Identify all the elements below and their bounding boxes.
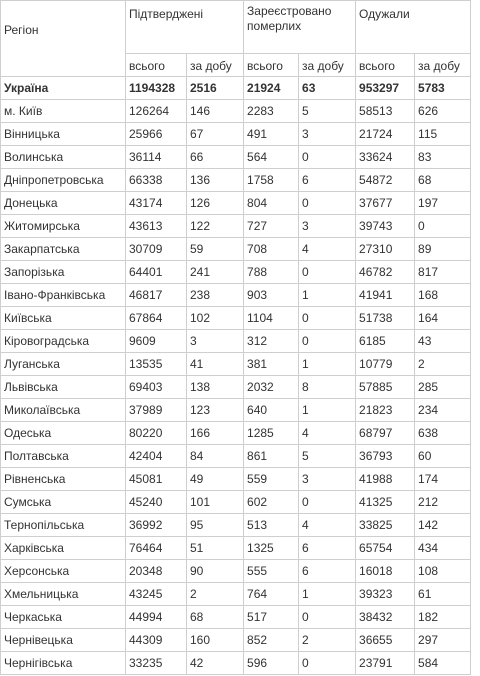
region-cell: Дніпропетровська: [1, 169, 126, 192]
confirmed-total-cell: 25966: [126, 123, 187, 146]
deaths-day-cell: 3: [299, 215, 356, 238]
recovered-day-cell: 182: [415, 606, 471, 629]
recovered-total-cell: 41988: [356, 468, 415, 491]
table-row: [1, 376, 471, 399]
region-cell: Закарпатська: [1, 238, 126, 261]
deaths-day-cell: 8: [299, 376, 356, 399]
recovered-day-cell: 108: [415, 560, 471, 583]
recovered-total-cell: 10779: [356, 353, 415, 376]
table-row: [1, 100, 471, 123]
region-cell: Хмельницька: [1, 583, 126, 606]
deaths-total-cell: 596: [244, 652, 299, 675]
table-row: [1, 192, 471, 215]
confirmed-total-cell: 37989: [126, 399, 187, 422]
deaths-day-cell: 0: [299, 192, 356, 215]
deaths-total-cell: 21924: [244, 77, 299, 100]
deaths-total-cell: 517: [244, 606, 299, 629]
confirmed-total-cell: 64401: [126, 261, 187, 284]
confirmed-total-cell: 46817: [126, 284, 187, 307]
recovered-total-cell: 51738: [356, 307, 415, 330]
deaths-total-cell: 2032: [244, 376, 299, 399]
deaths-day-cell: 0: [299, 146, 356, 169]
deaths-day-cell: 0: [299, 307, 356, 330]
table-row: [1, 629, 471, 652]
deaths-day-cell: 5: [299, 445, 356, 468]
region-cell: Сумська: [1, 491, 126, 514]
confirmed-total-cell: 43174: [126, 192, 187, 215]
recovered-total-cell: 21823: [356, 399, 415, 422]
confirmed-day-cell: 122: [187, 215, 244, 238]
region-cell: Одеська: [1, 422, 126, 445]
recovered-total-cell: 36655: [356, 629, 415, 652]
confirmed-day-cell: 67: [187, 123, 244, 146]
recovered-day-cell: 168: [415, 284, 471, 307]
table-row: [1, 307, 471, 330]
deaths-total-cell: 708: [244, 238, 299, 261]
table-row: [1, 445, 471, 468]
deaths-header: Зареєстровано померлих: [244, 1, 356, 54]
confirmed-day-cell: 42: [187, 652, 244, 675]
confirmed-total-cell: 44994: [126, 606, 187, 629]
table-row: [1, 146, 471, 169]
recovered-day-cell: 285: [415, 376, 471, 399]
table-row: [1, 215, 471, 238]
recovered-day-cell: 2: [415, 353, 471, 376]
deaths-total-cell: 861: [244, 445, 299, 468]
confirmed-total-cell: 9609: [126, 330, 187, 353]
region-header: Регіон: [1, 1, 126, 77]
confirmed-total-cell: 76464: [126, 537, 187, 560]
recovered-total-cell: 27310: [356, 238, 415, 261]
table-row: [1, 468, 471, 491]
confirmed-total-cell: 43613: [126, 215, 187, 238]
region-cell: Полтавська: [1, 445, 126, 468]
region-cell: Вінницька: [1, 123, 126, 146]
recovered-total-cell: 39743: [356, 215, 415, 238]
deaths-day-cell: 4: [299, 514, 356, 537]
recovered-day-cell: 61: [415, 583, 471, 606]
confirmed-day-cell: 136: [187, 169, 244, 192]
recovered-total-cell: 38432: [356, 606, 415, 629]
deaths-day-cell: 1: [299, 353, 356, 376]
confirmed-day-cell: 123: [187, 399, 244, 422]
deaths-total-cell: 559: [244, 468, 299, 491]
total-row: [1, 77, 471, 100]
recovered-total-cell: 6185: [356, 330, 415, 353]
confirmed-total-cell: 20348: [126, 560, 187, 583]
confirmed-day-cell: 41: [187, 353, 244, 376]
recovered-total-cell: 57885: [356, 376, 415, 399]
recovered-day-cell: 297: [415, 629, 471, 652]
deaths-total-cell: 1758: [244, 169, 299, 192]
region-cell: Рівненська: [1, 468, 126, 491]
table-row: [1, 399, 471, 422]
recovered-day-cell: 115: [415, 123, 471, 146]
deaths-total-cell: 1285: [244, 422, 299, 445]
recovered-total-cell: 65754: [356, 537, 415, 560]
recovered-day-cell: 638: [415, 422, 471, 445]
recovered-total-cell: 54872: [356, 169, 415, 192]
confirmed-total-cell: 67864: [126, 307, 187, 330]
confirmed-day-cell: 2: [187, 583, 244, 606]
recovered-day-cell: 584: [415, 652, 471, 675]
recovered-day-cell: 43: [415, 330, 471, 353]
table-row: [1, 330, 471, 353]
confirmed-day-cell: 90: [187, 560, 244, 583]
deaths-day-cell: 2: [299, 629, 356, 652]
deaths-day-cell: 6: [299, 537, 356, 560]
confirmed-day-cell: 66: [187, 146, 244, 169]
confirmed-total-cell: 80220: [126, 422, 187, 445]
table-row: [1, 537, 471, 560]
deaths-total-cell: 852: [244, 629, 299, 652]
recovered-total-cell: 41941: [356, 284, 415, 307]
region-cell: Херсонська: [1, 560, 126, 583]
recovered-day-cell: 212: [415, 491, 471, 514]
deaths-total-cell: 564: [244, 146, 299, 169]
recovered-day-cell: 83: [415, 146, 471, 169]
recovered-day-cell: 142: [415, 514, 471, 537]
confirmed-day-cell: 138: [187, 376, 244, 399]
confirmed-day-cell: 84: [187, 445, 244, 468]
recovered-day-cell: 197: [415, 192, 471, 215]
deaths-day-cell: 5: [299, 100, 356, 123]
confirmed-day-cell: 160: [187, 629, 244, 652]
region-cell: Івано-Франківська: [1, 284, 126, 307]
confirmed-total-cell: 45081: [126, 468, 187, 491]
region-cell: Донецька: [1, 192, 126, 215]
region-cell: Чернівецька: [1, 629, 126, 652]
table-row: [1, 353, 471, 376]
region-cell: Житомирська: [1, 215, 126, 238]
confirmed-day-cell: 49: [187, 468, 244, 491]
deaths-day-cell: 3: [299, 123, 356, 146]
deaths-day-cell: 0: [299, 606, 356, 629]
recovered-day-header: за добу: [415, 54, 471, 77]
confirmed-total-cell: 66338: [126, 169, 187, 192]
confirmed-day-cell: 146: [187, 100, 244, 123]
table-row: [1, 261, 471, 284]
deaths-total-cell: 381: [244, 353, 299, 376]
deaths-total-cell: 513: [244, 514, 299, 537]
recovered-day-cell: 5783: [415, 77, 471, 100]
deaths-day-cell: 0: [299, 652, 356, 675]
confirmed-day-cell: 101: [187, 491, 244, 514]
recovered-total-cell: 41325: [356, 491, 415, 514]
table-row: [1, 123, 471, 146]
table-row: [1, 583, 471, 606]
confirmed-day-cell: 68: [187, 606, 244, 629]
confirmed-total-cell: 42404: [126, 445, 187, 468]
recovered-total-cell: 36793: [356, 445, 415, 468]
confirmed-total-cell: 36992: [126, 514, 187, 537]
region-cell: Луганська: [1, 353, 126, 376]
recovered-total-cell: 16018: [356, 560, 415, 583]
recovered-total-cell: 953297: [356, 77, 415, 100]
deaths-total-cell: 602: [244, 491, 299, 514]
deaths-day-header: за добу: [299, 54, 356, 77]
deaths-total-cell: 903: [244, 284, 299, 307]
confirmed-day-cell: 95: [187, 514, 244, 537]
deaths-total-cell: 727: [244, 215, 299, 238]
deaths-total-cell: 491: [244, 123, 299, 146]
deaths-total-cell: 555: [244, 560, 299, 583]
recovered-day-cell: 434: [415, 537, 471, 560]
region-cell: Україна: [1, 77, 126, 100]
deaths-total-header: всього: [244, 54, 299, 77]
deaths-day-cell: 4: [299, 238, 356, 261]
recovered-total-cell: 23791: [356, 652, 415, 675]
deaths-total-cell: 804: [244, 192, 299, 215]
region-cell: Черкаська: [1, 606, 126, 629]
confirmed-total-cell: 69403: [126, 376, 187, 399]
recovered-day-cell: 60: [415, 445, 471, 468]
recovered-total-cell: 58513: [356, 100, 415, 123]
confirmed-day-cell: 166: [187, 422, 244, 445]
confirmed-total-cell: 33235: [126, 652, 187, 675]
confirmed-day-cell: 238: [187, 284, 244, 307]
recovered-total-cell: 68797: [356, 422, 415, 445]
deaths-day-cell: 0: [299, 330, 356, 353]
deaths-total-cell: 640: [244, 399, 299, 422]
recovered-day-cell: 0: [415, 215, 471, 238]
confirmed-day-cell: 2516: [187, 77, 244, 100]
table-row: [1, 560, 471, 583]
table-row: [1, 284, 471, 307]
recovered-total-cell: 39323: [356, 583, 415, 606]
region-cell: Київська: [1, 307, 126, 330]
header-row: [1, 1, 471, 54]
confirmed-day-cell: 241: [187, 261, 244, 284]
region-cell: м. Київ: [1, 100, 126, 123]
region-cell: Тернопільська: [1, 514, 126, 537]
deaths-day-cell: 6: [299, 560, 356, 583]
recovered-total-cell: 37677: [356, 192, 415, 215]
confirmed-total-cell: 13535: [126, 353, 187, 376]
deaths-total-cell: 788: [244, 261, 299, 284]
region-cell: Чернігівська: [1, 652, 126, 675]
deaths-total-cell: 312: [244, 330, 299, 353]
confirmed-total-cell: 45240: [126, 491, 187, 514]
deaths-total-cell: 1325: [244, 537, 299, 560]
table-row: [1, 514, 471, 537]
confirmed-header: Підтверджені: [126, 1, 244, 54]
deaths-total-cell: 2283: [244, 100, 299, 123]
deaths-total-cell: 764: [244, 583, 299, 606]
confirmed-total-header: всього: [126, 54, 187, 77]
recovered-day-cell: 626: [415, 100, 471, 123]
confirmed-total-cell: 43245: [126, 583, 187, 606]
confirmed-total-cell: 126264: [126, 100, 187, 123]
recovered-day-cell: 174: [415, 468, 471, 491]
confirmed-total-cell: 1194328: [126, 77, 187, 100]
deaths-day-cell: 63: [299, 77, 356, 100]
recovered-total-cell: 46782: [356, 261, 415, 284]
region-cell: Миколаївська: [1, 399, 126, 422]
deaths-day-cell: 1: [299, 284, 356, 307]
table-row: [1, 422, 471, 445]
region-cell: Кіровоградська: [1, 330, 126, 353]
confirmed-day-cell: 3: [187, 330, 244, 353]
deaths-day-cell: 3: [299, 468, 356, 491]
deaths-day-cell: 4: [299, 422, 356, 445]
confirmed-day-cell: 102: [187, 307, 244, 330]
confirmed-total-cell: 44309: [126, 629, 187, 652]
deaths-day-cell: 0: [299, 491, 356, 514]
deaths-day-cell: 1: [299, 399, 356, 422]
confirmed-total-cell: 30709: [126, 238, 187, 261]
table-row: [1, 652, 471, 675]
recovered-total-cell: 33624: [356, 146, 415, 169]
confirmed-day-cell: 59: [187, 238, 244, 261]
recovered-day-cell: 234: [415, 399, 471, 422]
recovered-total-header: всього: [356, 54, 415, 77]
region-cell: Волинська: [1, 146, 126, 169]
deaths-day-cell: 6: [299, 169, 356, 192]
deaths-day-cell: 1: [299, 583, 356, 606]
recovered-day-cell: 68: [415, 169, 471, 192]
table-row: [1, 491, 471, 514]
confirmed-day-header: за добу: [187, 54, 244, 77]
confirmed-day-cell: 51: [187, 537, 244, 560]
region-cell: Харківська: [1, 537, 126, 560]
deaths-day-cell: 0: [299, 261, 356, 284]
confirmed-day-cell: 126: [187, 192, 244, 215]
region-cell: Львівська: [1, 376, 126, 399]
recovered-header: Одужали: [356, 1, 471, 54]
recovered-day-cell: 164: [415, 307, 471, 330]
table-row: [1, 238, 471, 261]
recovered-day-cell: 817: [415, 261, 471, 284]
table-row: [1, 169, 471, 192]
recovered-total-cell: 33825: [356, 514, 415, 537]
confirmed-total-cell: 36114: [126, 146, 187, 169]
recovered-day-cell: 89: [415, 238, 471, 261]
recovered-total-cell: 21724: [356, 123, 415, 146]
table-row: [1, 606, 471, 629]
deaths-total-cell: 1104: [244, 307, 299, 330]
region-cell: Запорізька: [1, 261, 126, 284]
